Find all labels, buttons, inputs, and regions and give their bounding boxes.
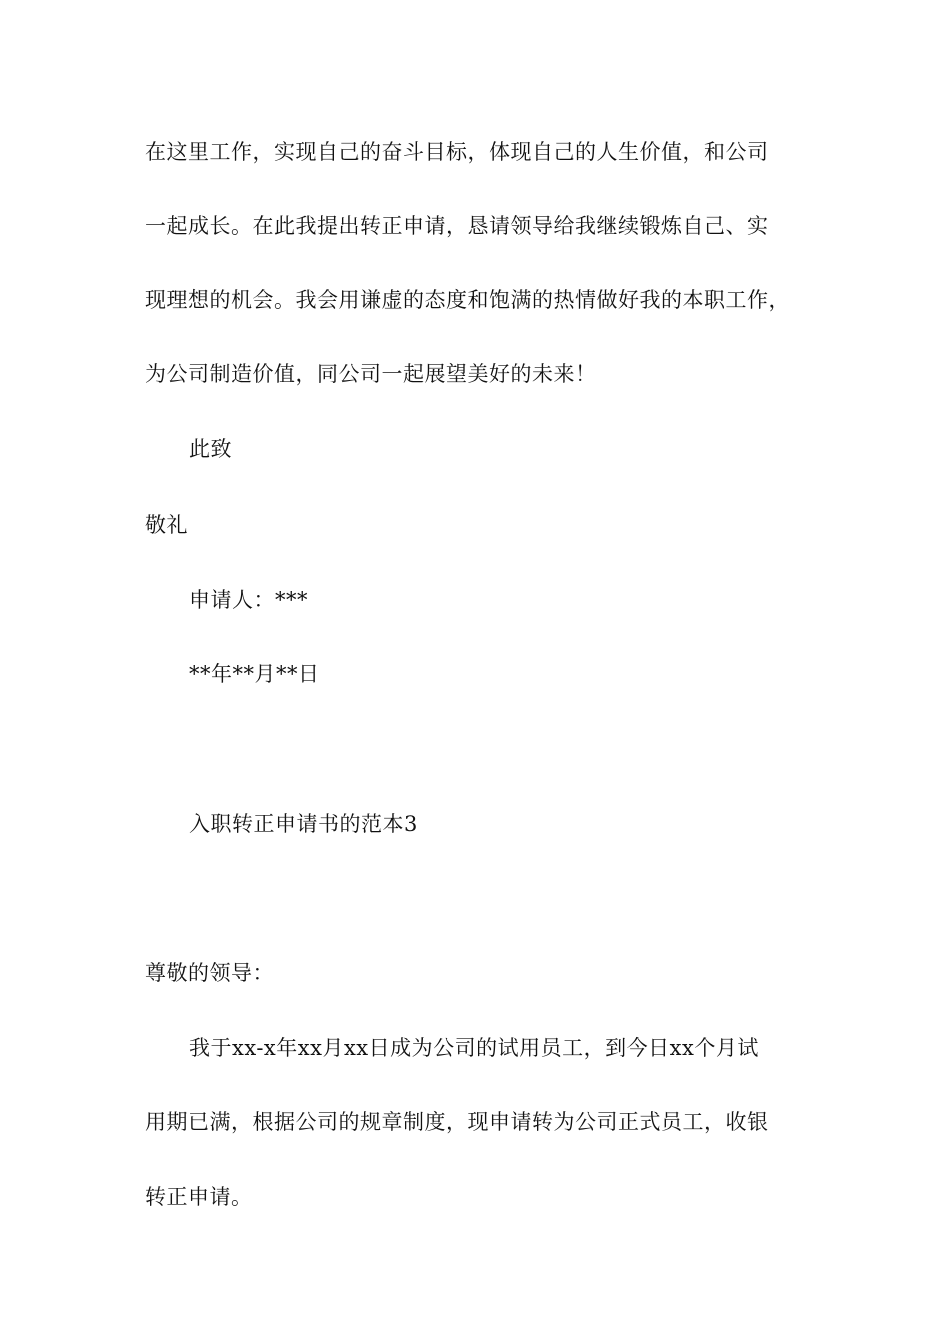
paragraph1-line-1: 在这里工作，实现自己的奋斗目标，体现自己的人生价值，和公司 bbox=[145, 140, 769, 164]
applicant-signature: 申请人：*** bbox=[189, 588, 308, 612]
signature-date: **年**月**日 bbox=[189, 662, 320, 686]
salutation: 尊敬的领导： bbox=[145, 961, 274, 985]
paragraph1-line-2: 一起成长。在此我提出转正申请，恳请领导给我继续锻炼自己、实 bbox=[145, 214, 769, 238]
paragraph1-line-4: 为公司制造价值，同公司一起展望美好的未来！ bbox=[145, 362, 597, 386]
paragraph1-line-3: 现理想的机会。我会用谦虚的态度和饱满的热情做好我的本职工作， bbox=[145, 288, 790, 312]
section-title: 入职转正申请书的范本3 bbox=[189, 812, 418, 836]
closing-jing-li: 敬礼 bbox=[145, 513, 188, 537]
paragraph2-line-2: 用期已满，根据公司的规章制度，现申请转为公司正式员工，收银 bbox=[145, 1110, 769, 1134]
paragraph2-line-1: 我于xx-x年xx月xx日成为公司的试用员工，到今日xx个月试 bbox=[189, 1036, 759, 1060]
closing-ci-zhi: 此致 bbox=[189, 437, 232, 461]
paragraph2-line-3: 转正申请。 bbox=[145, 1185, 253, 1209]
